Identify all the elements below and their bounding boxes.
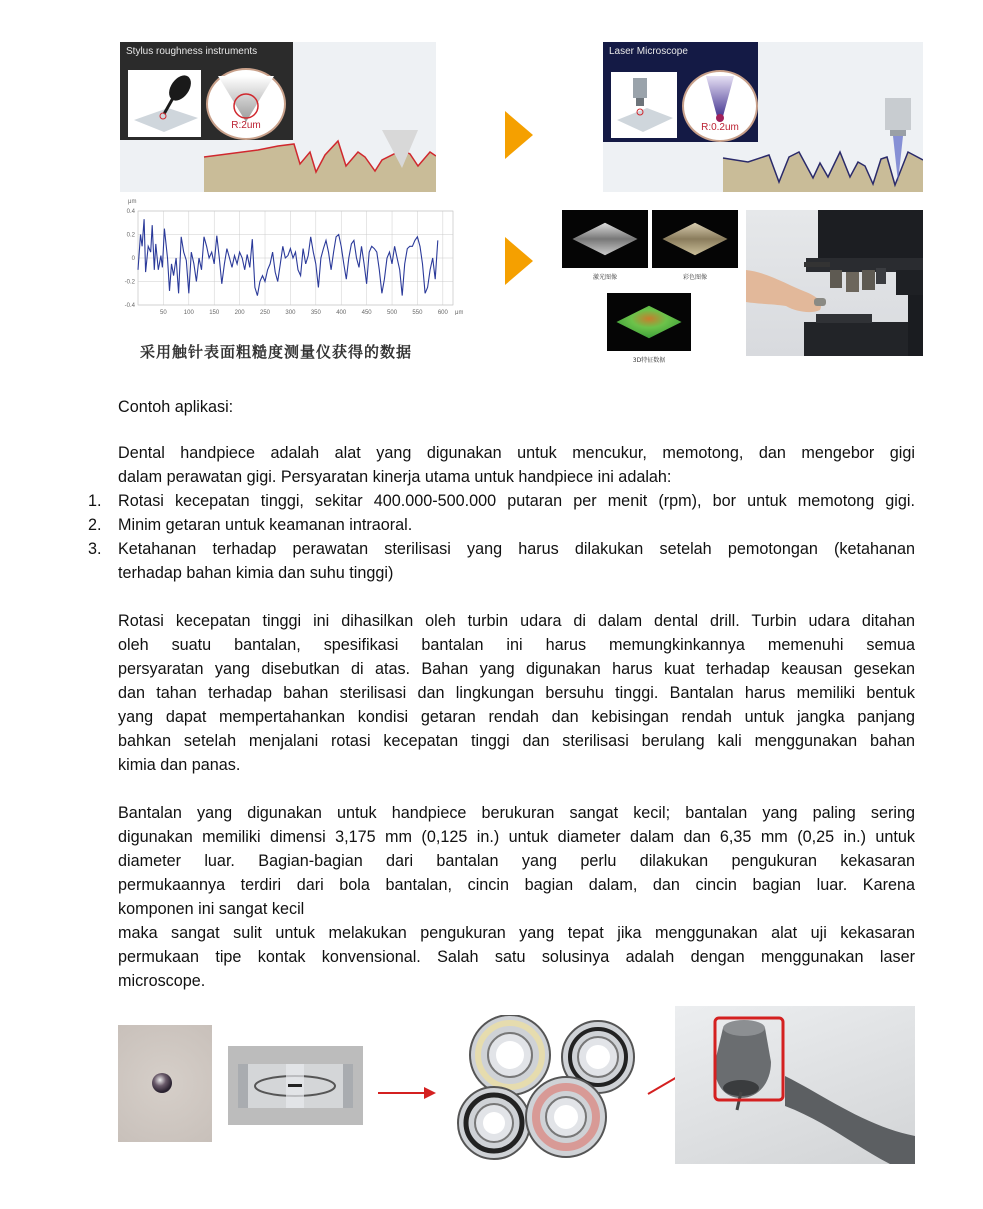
text-line: permukaan tipe kontak konvensional. Salah satu solusinya adalah dengan menggunakan laser bbox=[118, 948, 915, 966]
text-line: Bantalan yang digunakan untuk handpiece berukuran sangat kecil; bantalan yang paling sering bbox=[118, 804, 915, 822]
x-tick-label: 300 bbox=[285, 310, 296, 315]
chart-caption: 采用触针表面粗糙度测量仪获得的数据 bbox=[140, 343, 413, 361]
ball-bearings-photo bbox=[448, 1015, 640, 1165]
x-tick-label: 500 bbox=[387, 310, 398, 315]
3d-data-thumbnail bbox=[607, 293, 691, 351]
list-number: 3. bbox=[88, 540, 102, 558]
x-tick-label: 400 bbox=[336, 310, 347, 315]
dental-handpiece-photo bbox=[675, 1006, 915, 1164]
list-item bbox=[118, 489, 915, 513]
text-line: terhadap bahan kimia dan suhu tinggi) bbox=[118, 564, 394, 582]
microscope-photo bbox=[746, 210, 923, 356]
arrow-right-icon bbox=[505, 111, 533, 159]
list-item bbox=[118, 513, 915, 537]
laser-image-caption: 激光图像 bbox=[592, 274, 617, 281]
color-image-thumbnail bbox=[652, 210, 738, 268]
y-tick-label: 0 bbox=[131, 256, 135, 262]
text-line: diameter luar. Bagian-bagian dari bantalan yang perlu dilakukan pengukuran kekasaran bbox=[118, 852, 915, 870]
text-line: Rotasi kecepatan tinggi, sekitar 400.000-500.000 putaran per menit (rpm), bor untuk memotong gigi. bbox=[118, 492, 915, 510]
text-line: persyaratan yang disebutkan di atas. Bahan yang digunakan harus kuat terhadap keausan gesekan bbox=[118, 660, 915, 678]
roughness-chart bbox=[118, 195, 463, 315]
text-line: permukaannya terdiri dari bola bantalan, cincin bagian dalam, dan cincin bagian luar. Karena bbox=[118, 876, 915, 894]
color-image-caption: 彩色图像 bbox=[682, 274, 707, 281]
text-line: dan tahan terhadap bahan sterilisasi dan lingkungan bersuhu tinggi. Bantalan harus memiliki bentuk bbox=[118, 684, 915, 702]
y-tick-label: -0.2 bbox=[124, 279, 135, 286]
x-tick-label: 250 bbox=[260, 310, 271, 315]
text-line: microscope. bbox=[118, 972, 206, 990]
intro-paragraph bbox=[118, 441, 915, 489]
roughness-chart-svg bbox=[118, 195, 463, 315]
y-tick-label: -0.4 bbox=[124, 303, 135, 309]
text-line: Minim getaran untuk keamanan intraoral. bbox=[118, 516, 413, 534]
stylus-radius-label: R:2um bbox=[231, 120, 261, 131]
bearing-ball-photo bbox=[118, 1025, 212, 1142]
laser-radius-label: R:0.2um bbox=[701, 122, 739, 133]
text-line: yang dapat mempertahankan kondisi getaran rendah dan kebisingan rendah untuk jangka panjang bbox=[118, 708, 915, 726]
y-axis-label: μm bbox=[128, 199, 137, 205]
x-tick-label: 600 bbox=[437, 310, 448, 315]
text-line: maka sangat sulit untuk melakukan pengukuran yang tepat jika menggunakan alat uji kekasaran bbox=[118, 924, 915, 942]
list-item bbox=[118, 537, 915, 585]
text-line: Dental handpiece adalah alat yang digunakan untuk mencukur, memotong, dan mengebor gigi bbox=[118, 444, 915, 462]
x-tick-label: 350 bbox=[310, 310, 321, 315]
bearing-ring-photo bbox=[228, 1046, 363, 1125]
paragraph-bearing bbox=[118, 801, 915, 993]
laser-image-thumbnail bbox=[562, 210, 648, 268]
3d-data-caption: 3D特征数据 bbox=[632, 357, 666, 364]
stylus-surface-profile bbox=[120, 42, 436, 192]
text-line: Rotasi kecepatan tinggi ini dihasilkan oleh turbin udara di dalam dental drill. Turbin udara ditahan bbox=[118, 612, 915, 630]
text-line: Ketahanan terhadap perawatan sterilisasi yang harus dilakukan setelah pemotongan (ketahanan bbox=[118, 540, 915, 558]
list-number: 2. bbox=[88, 516, 102, 534]
text-line: digunakan memiliki dimensi 3,175 mm (0,125 in.) untuk diameter dalam dan 6,35 mm (0,25 in.) untuk bbox=[118, 828, 915, 846]
arrow-right-icon bbox=[505, 237, 533, 285]
x-axis-label: μm bbox=[455, 310, 463, 315]
stylus-title: Stylus roughness instruments bbox=[126, 46, 258, 57]
stylus-diagram bbox=[120, 42, 436, 192]
text-line: dalam perawatan gigi. Persyaratan kinerja utama untuk handpiece ini adalah: bbox=[118, 468, 672, 486]
laser-diagram bbox=[603, 42, 923, 192]
bearing bbox=[470, 1015, 550, 1095]
section-heading: Contoh aplikasi: bbox=[118, 398, 234, 416]
text-line: oleh suatu bantalan, spesifikasi bantalan ini harus memungkinkannya memenuhi semua bbox=[118, 636, 915, 654]
y-tick-label: 0.2 bbox=[126, 232, 135, 239]
x-tick-label: 50 bbox=[160, 310, 167, 315]
laser-surface-profile bbox=[603, 42, 923, 192]
x-tick-label: 450 bbox=[361, 310, 372, 315]
text-line: komponen ini sangat kecil bbox=[118, 900, 305, 918]
list-number: 1. bbox=[88, 492, 102, 510]
x-tick-label: 550 bbox=[412, 310, 423, 315]
paragraph-turbine bbox=[118, 609, 915, 777]
x-tick-label: 200 bbox=[234, 310, 245, 315]
arrow-right-icon bbox=[378, 1086, 438, 1100]
x-tick-label: 150 bbox=[209, 310, 220, 315]
text-line: kimia dan panas. bbox=[118, 756, 241, 774]
y-tick-label: 0.4 bbox=[126, 209, 135, 215]
x-tick-label: 100 bbox=[183, 310, 194, 315]
text-line: bahkan setelah menjalani rotasi kecepatan tinggi dan sterilisasi berulang kali menggunakan bahan bbox=[118, 732, 915, 750]
laser-title: Laser Microscope bbox=[609, 46, 688, 57]
